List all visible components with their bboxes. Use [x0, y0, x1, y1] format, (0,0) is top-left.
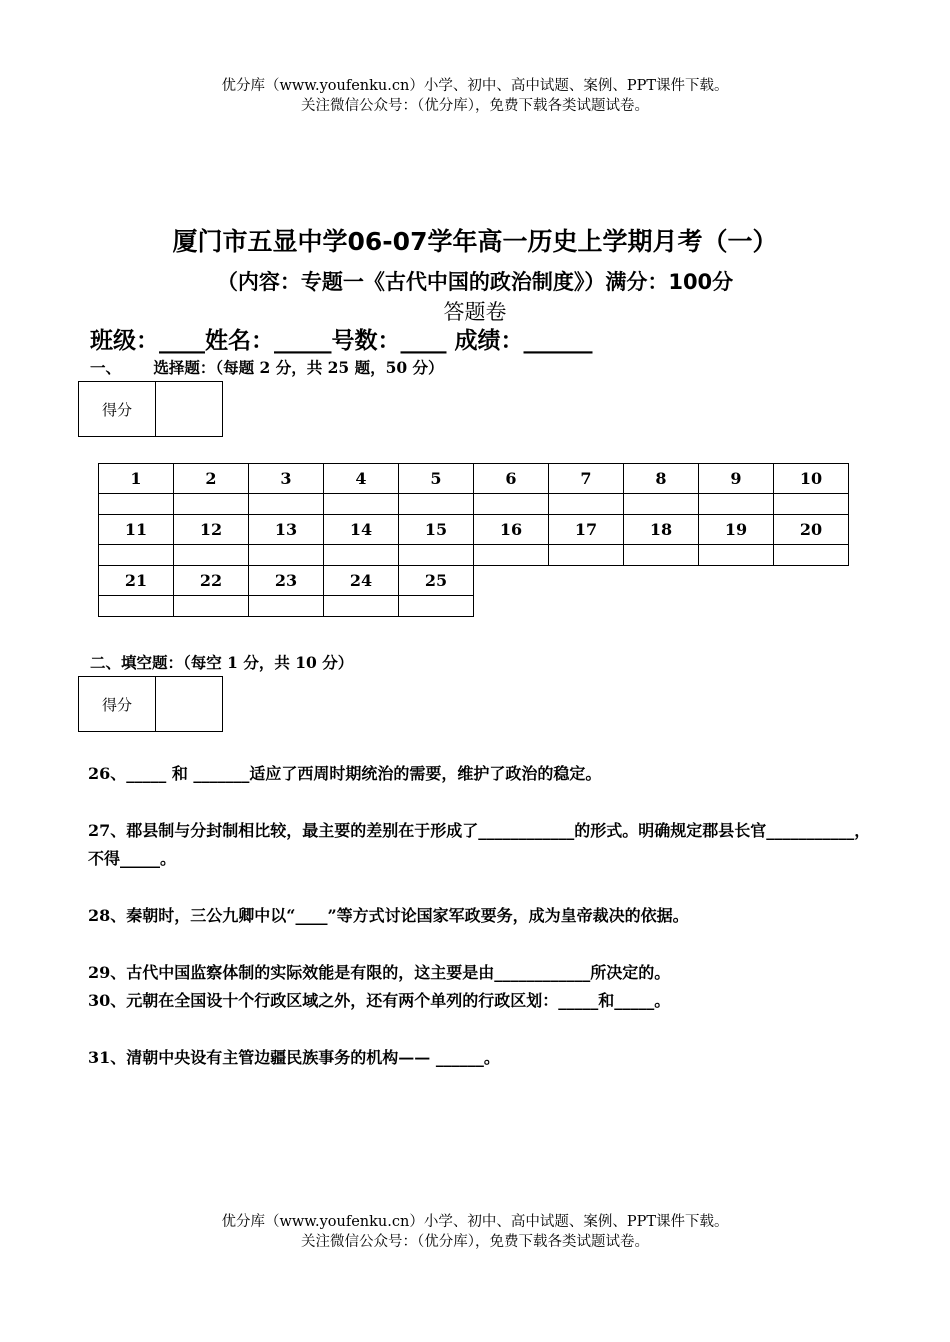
page-subtitle: （内容：专题一《古代中国的政治制度》）满分：100分 [216, 270, 734, 294]
header-line-2: 关注微信公众号：（优分库），免费下载各类试题试卷。 [301, 98, 649, 114]
question-27: 27、郡县制与分封制相比较，最主要的差别在于形成了____________的形式。明确规定郡县长官___________，不得_____。 [88, 821, 871, 868]
section1-heading: 一、 选择题：（每题 2 分，共 25 题，50 分） [90, 358, 444, 377]
answer-cell [99, 596, 174, 617]
score-cell [156, 677, 223, 732]
question-number-cell: 23 [249, 566, 324, 596]
score-cell [156, 382, 223, 437]
score-label: 得分 [79, 677, 156, 732]
header-line-1: 优分库（www.youfenku.cn）小学、初中、高中试题、案例、PPT课件下载。 [221, 78, 729, 94]
question-number-cell: 3 [249, 464, 324, 494]
answer-cell [174, 494, 249, 515]
footer-line-1: 优分库（www.youfenku.cn）小学、初中、高中试题、案例、PPT课件下载。 [221, 1214, 729, 1230]
question-number-cell: 5 [399, 464, 474, 494]
answer-cell [474, 494, 549, 515]
answer-cell [474, 545, 549, 566]
answer-cell [624, 545, 699, 566]
answer-cell [399, 545, 474, 566]
answer-cell [99, 545, 174, 566]
question-number-cell: 12 [174, 515, 249, 545]
question-29: 29、古代中国监察体制的实际效能是有限的，这主要是由____________所决定的。 [88, 963, 671, 982]
question-number-cell: 22 [174, 566, 249, 596]
section1-score-box [78, 381, 223, 437]
section2-heading: 二、填空题：（每空 1 分，共 10 分） [90, 653, 354, 672]
question-number-cell: 24 [324, 566, 399, 596]
question-31: 31、清朝中央设有主管边疆民族事务的机构—— ______。 [88, 1048, 500, 1067]
question-30: 30、元朝在全国设十个行政区域之外，还有两个单列的行政区划：_____和_____。 [88, 991, 671, 1010]
answer-cell [699, 494, 774, 515]
answer-cell [249, 596, 324, 617]
question-number-cell: 21 [99, 566, 174, 596]
question-number-cell: 6 [474, 464, 549, 494]
answer-cell [249, 494, 324, 515]
question-number-cell: 4 [324, 464, 399, 494]
answer-cell [324, 596, 399, 617]
question-number-cell: 16 [474, 515, 549, 545]
question-number-cell: 9 [699, 464, 774, 494]
section2-score-box [78, 676, 223, 732]
answer-cell [174, 596, 249, 617]
answer-cell [699, 545, 774, 566]
question-number-cell: 13 [249, 515, 324, 545]
student-info-line: 班级：____姓名：_____号数：____ 成绩：______ [90, 328, 593, 354]
question-number-cell: 1 [99, 464, 174, 494]
answer-cell [324, 545, 399, 566]
question-number-cell: 17 [549, 515, 624, 545]
page-title: 厦门市五显中学06-07学年高一历史上学期月考（一） [172, 227, 778, 256]
question-26: 26、_____ 和 _______适应了西周时期统治的需要，维护了政治的稳定。 [88, 764, 602, 783]
question-number-cell: 25 [399, 566, 474, 596]
answer-cell [174, 545, 249, 566]
question-number-cell: 7 [549, 464, 624, 494]
answer-cell [399, 494, 474, 515]
question-number-cell: 14 [324, 515, 399, 545]
answer-cell [249, 545, 324, 566]
question-28: 28、秦朝时，三公九卿中以“____”等方式讨论国家军政要务，成为皇帝裁决的依据。 [88, 906, 689, 925]
question-number-cell: 8 [624, 464, 699, 494]
answer-cell [549, 545, 624, 566]
question-number-cell: 19 [699, 515, 774, 545]
question-number-cell: 18 [624, 515, 699, 545]
answer-cell [99, 494, 174, 515]
answer-cell [774, 545, 849, 566]
answer-cell [774, 494, 849, 515]
answer-cell [624, 494, 699, 515]
footer-line-2: 关注微信公众号：（优分库），免费下载各类试题试卷。 [301, 1234, 649, 1250]
question-number-cell: 2 [174, 464, 249, 494]
question-number-cell: 10 [774, 464, 849, 494]
answer-cell [549, 494, 624, 515]
answer-grid [98, 463, 849, 617]
question-number-cell: 11 [99, 515, 174, 545]
question-number-cell: 20 [774, 515, 849, 545]
score-label: 得分 [79, 382, 156, 437]
question-number-cell: 15 [399, 515, 474, 545]
answer-cell [324, 494, 399, 515]
answer-sheet-label: 答题卷 [443, 300, 507, 324]
answer-cell [399, 596, 474, 617]
